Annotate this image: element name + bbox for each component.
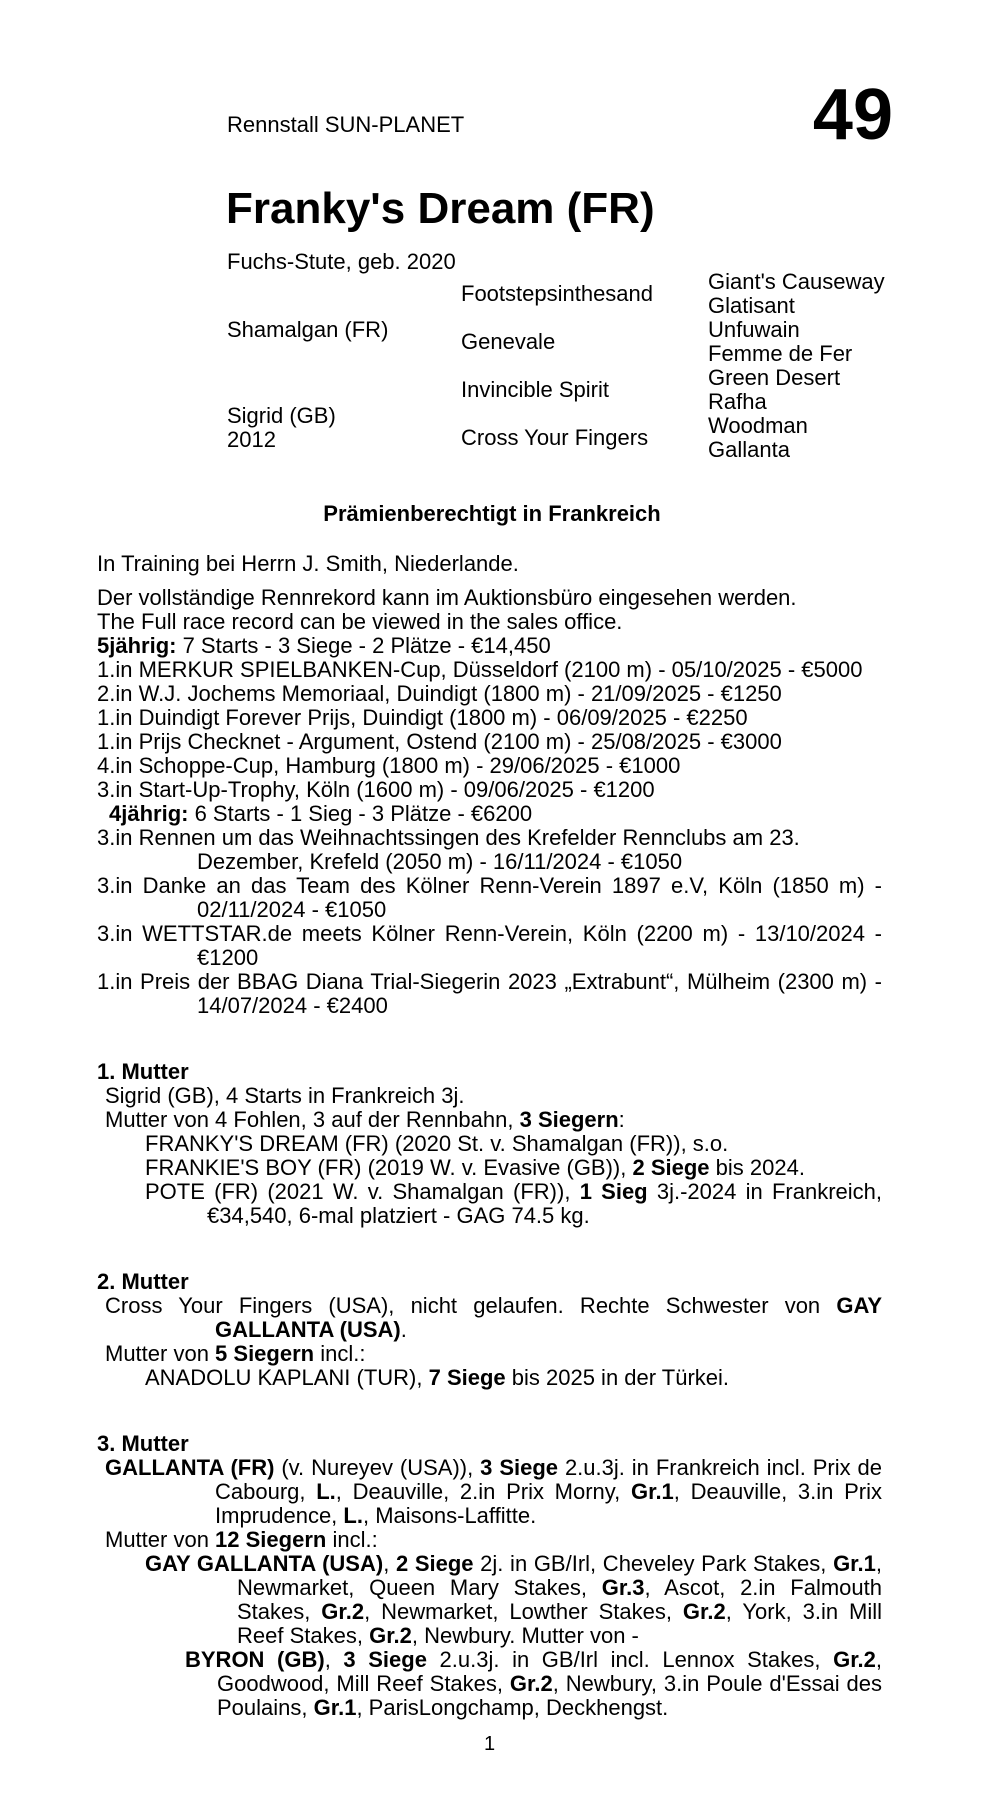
bold-text-run: 12 Siegern [215, 1527, 327, 1552]
text-run: , Newmarket, Lowther Stakes, [364, 1599, 683, 1624]
text-run: 1.in Duindigt Forever Prijs, Duindigt (1800 m) - 06/09/2025 - €2250 [97, 705, 748, 730]
pedigree-great-grandparent: Glatisant [708, 293, 795, 318]
text-run: 4.in Schoppe-Cup, Hamburg (1800 m) - 29/06/2025 - €1000 [97, 753, 681, 778]
body-text [97, 552, 882, 1756]
text-line [97, 658, 882, 682]
bold-text-run: 3 Siege [480, 1455, 559, 1480]
text-line [97, 922, 882, 970]
text-run: 1.in MERKUR SPIELBANKEN-Cup, Düsseldorf (2100 m) - 05/10/2025 - €5000 [97, 657, 863, 682]
bold-text-run: L. [316, 1479, 336, 1504]
text-run: 2.u.3j. in Frankreich incl. Prix de Cabourg, [215, 1455, 882, 1504]
text-run: 1.in Prijs Checknet - Argument, Ostend (2100 m) - 25/08/2025 - €3000 [97, 729, 782, 754]
pedigree-sire [227, 280, 457, 380]
bold-text-run: 4jährig: [109, 801, 189, 826]
text-run: : [618, 1107, 625, 1132]
text-run: 3j.-2024 in Frankreich, €34,540, 6-mal platziert - GAG 74.5 kg. [207, 1179, 882, 1228]
bold-text-run: 2 Siege [395, 1551, 474, 1576]
text-line [97, 1156, 882, 1180]
text-run: bis 2024. [709, 1155, 805, 1180]
pedigree-grandparent [461, 414, 701, 462]
text-line [97, 1084, 882, 1108]
bold-text-run: GALLANTA (FR) [105, 1455, 275, 1480]
dam-section-1 [97, 1060, 882, 1228]
text-line [97, 754, 882, 778]
pedigree-dam [227, 380, 457, 452]
pedigree-grandparent [461, 366, 701, 414]
text-line [97, 1552, 882, 1648]
text-line [97, 730, 882, 754]
text-line [97, 1648, 882, 1720]
bold-text-run: 3 Siege [343, 1647, 427, 1672]
bold-text-run: 2 Siege [632, 1155, 710, 1180]
text-run: , [324, 1647, 344, 1672]
text-line [97, 1180, 882, 1228]
page-number-footer: 1 [483, 1733, 496, 1755]
text-run: POTE (FR) (2021 W. v. Shamalgan (FR)), [145, 1179, 580, 1204]
text-line [97, 706, 882, 730]
bold-text-run: Gr.1 [313, 1695, 357, 1720]
horse-subtitle: Fuchs-Stute, geb. 2020 [227, 249, 456, 274]
pedigree-generation-1 [227, 280, 457, 452]
dam-section-2 [97, 1270, 882, 1390]
pedigree-grandparent-name: Cross Your Fingers [461, 425, 649, 450]
text-run: , York, 3.in Mill Reef Stakes, [237, 1599, 883, 1648]
pedigree-grandparent [461, 270, 701, 318]
text-run: Sigrid (GB), 4 Starts in Frankreich 3j. [105, 1083, 465, 1108]
text-run: 2.in W.J. Jochems Memoriaal, Duindigt (1800 m) - 21/09/2025 - €1250 [97, 681, 782, 706]
text-run: , Deauville, 2.in Prix Morny, [335, 1479, 631, 1504]
bold-text-run: Gr.1 [630, 1479, 674, 1504]
text-run: , Newbury, 3.in Poule d'Essai des Poulains, [217, 1671, 882, 1720]
text-run: incl.: [314, 1341, 366, 1366]
text-run: , ParisLongchamp, Deckhengst. [356, 1695, 669, 1720]
pedigree-great-grandparent: Gallanta [708, 437, 790, 462]
text-run: Cross Your Fingers (USA), nicht gelaufen. Rechte Schwester von [105, 1293, 837, 1318]
text-run: Mutter von 4 Fohlen, 3 auf der Rennbahn, [105, 1107, 520, 1132]
text-line [97, 778, 882, 802]
bold-text-run: Gr.1 [833, 1551, 876, 1576]
text-run: . [400, 1317, 407, 1342]
text-run: 3.in Rennen um das Weihnachtssingen des Krefelder Rennclubs am 23. Dezember, Krefeld (2050 m) - 16/11/2024 - €1050 [97, 825, 800, 874]
bold-text-run: 7 Siege [428, 1365, 506, 1390]
bold-text-run: Gr.3 [601, 1575, 645, 1600]
bold-text-run: GAY GALLANTA (USA) [215, 1293, 882, 1342]
text-line [97, 1366, 882, 1390]
text-run: , Newmarket, Queen Mary Stakes, [237, 1551, 882, 1600]
bold-text-run: Gr.2 [682, 1599, 726, 1624]
bold-text-run: Gr.2 [833, 1647, 876, 1672]
text-run: Mutter von [105, 1527, 216, 1552]
bold-text-run: L. [343, 1503, 363, 1528]
pedigree-great-grandparent: Femme de Fer [708, 341, 853, 366]
dam-heading: 3. Mutter [97, 1431, 189, 1456]
text-run: Der vollständige Rennrekord kann im Auktionsbüro eingesehen werden. [97, 585, 797, 610]
dam-heading: 1. Mutter [97, 1059, 189, 1084]
text-run: 3.in WETTSTAR.de meets Kölner Renn-Verein, Köln (2200 m) - 13/10/2024 - €1200 [97, 921, 882, 970]
horse-name-title: Franky's Dream (FR) [226, 184, 655, 233]
pedigree-generation-2 [461, 270, 701, 462]
pedigree-sire-name: Shamalgan (FR) [227, 317, 389, 342]
text-line [97, 1108, 882, 1132]
premium-note: Prämienberechtigt in Frankreich [323, 501, 661, 526]
text-run: The Full race record can be viewed in the sales office. [97, 609, 623, 634]
pedigree-great-grandparent: Woodman [708, 413, 808, 438]
dam-sections [97, 1060, 882, 1720]
text-line [97, 586, 882, 610]
text-run: FRANKY'S DREAM (FR) (2020 St. v. Shamalgan (FR)), s.o. [145, 1131, 729, 1156]
text-run: , [383, 1551, 396, 1576]
bold-text-run: 1 Sieg [579, 1179, 648, 1204]
text-run: , Maisons-Laffitte. [362, 1503, 537, 1528]
text-line [97, 1132, 882, 1156]
text-run: 1.in Preis der BBAG Diana Trial-Siegerin 2023 „Extrabunt“, Mülheim (2300 m) - 14/07/2024 - €2400 [97, 969, 882, 1018]
text-line [97, 802, 882, 826]
pedigree-great-grandparent: Giant's Causeway [708, 269, 885, 294]
stable-name: Rennstall SUN-PLANET [227, 112, 465, 137]
pedigree-great-grandparent: Green Desert [708, 365, 841, 390]
text-run: 7 Starts - 3 Siege - 2 Plätze - €14,450 [176, 633, 551, 658]
text-run: , Deauville, 3.in Prix Imprudence, [215, 1479, 882, 1528]
text-line [97, 1294, 882, 1342]
dam-heading: 2. Mutter [97, 1269, 189, 1294]
text-run: 3.in Start-Up-Trophy, Köln (1600 m) - 09/06/2025 - €1200 [97, 777, 655, 802]
bold-text-run: Gr.2 [321, 1599, 365, 1624]
bold-text-run: 5jährig: [97, 633, 177, 658]
text-run: , Ascot, 2.in Falmouth Stakes, [237, 1575, 882, 1624]
text-run: incl.: [326, 1527, 378, 1552]
text-run: FRANKIE'S BOY (FR) (2019 W. v. Evasive (GB)), [145, 1155, 633, 1180]
pedigree-great-grandparent: Unfuwain [708, 317, 800, 342]
text-run: 3.in Danke an das Team des Kölner Renn-Verein 1897 e.V, Köln (1850 m) - 02/11/2024 - €1050 [97, 873, 882, 922]
text-run: 6 Starts - 1 Sieg - 3 Plätze - €6200 [188, 801, 533, 826]
text-run: 2j. in GB/Irl, Cheveley Park Stakes, [473, 1551, 834, 1576]
text-line [97, 634, 882, 658]
bold-text-run: 5 Siegern [215, 1341, 315, 1366]
text-line [97, 1456, 882, 1528]
pedigree-generation-3 [708, 270, 948, 462]
bold-text-run: 3 Siegern [519, 1107, 619, 1132]
bold-text-run: Gr.2 [509, 1671, 553, 1696]
bold-text-run: GAY GALLANTA (USA) [145, 1551, 384, 1576]
text-run: 2.u.3j. in GB/Irl incl. Lennox Stakes, [426, 1647, 834, 1672]
text-line [97, 826, 882, 874]
text-line [97, 610, 882, 634]
pedigree-grandparent-name: Genevale [461, 329, 556, 354]
training-note: In Training bei Herrn J. Smith, Niederlande. [97, 551, 519, 576]
race-record [97, 586, 882, 1018]
pedigree-grandparent-name: Invincible Spirit [461, 377, 609, 402]
text-line [97, 682, 882, 706]
bold-text-run: BYRON (GB) [185, 1647, 325, 1672]
bold-text-run: Gr.2 [369, 1623, 412, 1648]
text-run: , Newbury. Mutter von - [411, 1623, 639, 1648]
pedigree-great-grandparent: Rafha [708, 389, 767, 414]
pedigree-grandparent [461, 318, 701, 366]
pedigree-grandparent-name: Footstepsinthesand [461, 281, 654, 306]
text-line [97, 874, 882, 922]
text-run: bis 2025 in der Türkei. [505, 1365, 730, 1390]
text-run: Mutter von [105, 1341, 216, 1366]
pedigree-dam-year: 2012 [227, 427, 276, 452]
text-run: ANADOLU KAPLANI (TUR), [145, 1365, 429, 1390]
lot-number: 49 [812, 75, 893, 155]
text-line [97, 970, 882, 1018]
dam-section-3 [97, 1432, 882, 1720]
text-line [97, 1528, 882, 1552]
pedigree-dam-name: Sigrid (GB) [227, 403, 336, 428]
text-line [97, 1342, 882, 1366]
text-run: (v. Nureyev (USA)), [274, 1455, 481, 1480]
text-run: , Goodwood, Mill Reef Stakes, [217, 1647, 883, 1696]
